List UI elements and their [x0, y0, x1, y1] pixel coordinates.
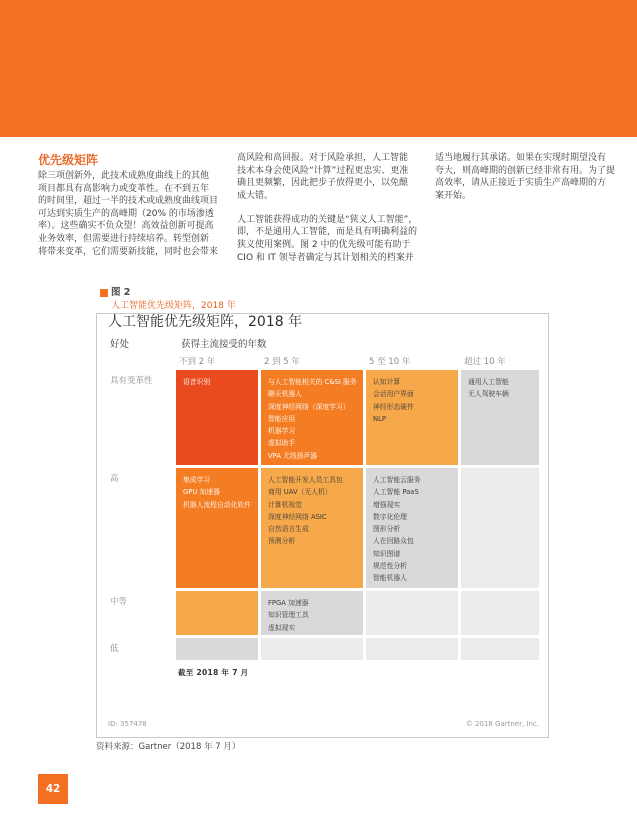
column-body — [237, 152, 417, 264]
text-line: 项目都具有高影响力或变革性。在不到五年 — [38, 183, 210, 194]
article-column-2 — [237, 152, 417, 264]
matrix-item: 机器学习 — [268, 427, 296, 436]
figure-label: 图 2 — [111, 287, 131, 298]
matrix-cell — [366, 591, 458, 635]
figure-label-marker — [100, 289, 108, 297]
page-number-badge — [38, 774, 68, 804]
matrix-cell — [366, 370, 458, 465]
matrix-item: 知识图谱 — [373, 549, 401, 558]
copyright-notice: © 2018 Gartner, Inc. — [465, 720, 539, 728]
matrix-cell — [176, 591, 258, 635]
matrix-cell — [261, 468, 363, 588]
text-line: 除三项创新外，此技术成熟度曲线上的其他 — [38, 171, 210, 181]
matrix-cell — [261, 370, 363, 465]
matrix-item: 知识管理工具 — [268, 611, 309, 620]
article-column-3 — [435, 152, 615, 202]
matrix-item: 智能应用 — [268, 414, 296, 423]
row-label: 中等 — [110, 597, 128, 607]
source-note: 资料来源：Gartner（2018 年 7 月） — [96, 742, 241, 752]
matrix-cell — [461, 591, 539, 635]
column-header: 不到 2 年 — [179, 357, 216, 367]
page-number: 42 — [45, 783, 61, 795]
matrix-item: 商用 UAV（无人机） — [268, 488, 332, 497]
text-line: CIO 和 IT 领导者确定与其计划相关的档案并 — [237, 252, 414, 263]
priority-matrix — [109, 370, 539, 660]
section-heading: 优先级矩阵 — [38, 153, 99, 167]
matrix-item: 神经形态硬件 — [373, 402, 414, 411]
article-column-1 — [38, 153, 218, 258]
text-line: 将带来变革，它们需要新技能，同时也会带来 — [38, 246, 219, 257]
matrix-item: 深度神经网络 ASIC — [268, 512, 327, 521]
text-line: 夸大，则高峰期的创新已经非常有用。为了提 — [435, 165, 616, 176]
column-header: 超过 10 年 — [464, 357, 506, 367]
column-header: 2 到 5 年 — [264, 357, 300, 367]
matrix-item: 数字化伦理 — [373, 512, 407, 521]
matrix-item: 虚拟现实 — [268, 623, 296, 632]
text-line: 率）。这些确实不负众望！高效益创新可提高 — [38, 221, 214, 232]
text-line: 可达到实质生产的高峰期（20% 的市场渗透 — [38, 208, 214, 219]
years-axis-header: 获得主流接受的年数 — [181, 339, 267, 350]
text-line: 成大错。 — [237, 190, 274, 201]
matrix-item: GPU 加速器 — [183, 488, 220, 497]
matrix-item: 增强现实 — [373, 500, 401, 509]
matrix-item: 规范性分析 — [373, 562, 407, 571]
figure-title: 人工智能优先级矩阵，2018 年 — [108, 314, 303, 330]
matrix-cell — [461, 468, 539, 588]
text-line: 即，不是通用人工智能，而是具有明确利益的 — [237, 227, 418, 238]
matrix-item: 与人工智能相关的 C&SI 服务 — [268, 378, 357, 386]
matrix-item: 计算机视觉 — [268, 500, 302, 509]
text-line: 高效率，请从正接近于实质生产高峰期的方 — [435, 178, 607, 189]
text-line: 高风险和高回报。对于风险承担，人工智能 — [237, 153, 409, 163]
text-line: 案开始。 — [435, 190, 472, 201]
matrix-item: 自然语言生成 — [268, 525, 309, 534]
matrix-cell — [176, 468, 258, 588]
column-body — [435, 152, 615, 202]
matrix-item: 人在回路众包 — [373, 537, 414, 546]
matrix-item: 语音识别 — [183, 378, 211, 386]
matrix-item: FPGA 加速器 — [268, 599, 309, 607]
matrix-item: 图形分析 — [373, 525, 401, 534]
matrix-axis-headers — [109, 339, 539, 351]
matrix-item: 预测分析 — [268, 537, 296, 546]
paragraph — [435, 152, 615, 202]
matrix-item: 深度神经网络（深度学习） — [268, 402, 350, 411]
matrix-cell — [366, 638, 458, 660]
row-label: 具有变革性 — [110, 376, 153, 386]
paragraph — [38, 170, 218, 258]
figure-caption: 人工智能优先级矩阵，2018 年 — [111, 301, 236, 311]
text-line: 确且更频繁，因此把步子放得更小，以免酿 — [237, 178, 409, 189]
text-line: 的时间里，超过一半的技术或成熟度曲线项目 — [38, 196, 219, 207]
matrix-item: 无人驾驶车辆 — [468, 390, 509, 399]
matrix-item: 人工智能 PaaS — [373, 488, 419, 497]
text-line: 业务效率，但需要进行持续培养。转型创新 — [38, 233, 210, 244]
figure-id: ID: 357478 — [108, 720, 147, 728]
row-label: 低 — [110, 644, 119, 654]
benefit-axis-header: 好处 — [110, 339, 130, 350]
matrix-item: 智能机器人 — [373, 574, 407, 583]
matrix-item: 人工智能云服务 — [373, 476, 421, 484]
matrix-item: 集成学习 — [183, 476, 211, 484]
paragraph — [237, 214, 417, 264]
matrix-cell — [366, 468, 458, 588]
column-header: 5 至 10 年 — [369, 357, 411, 367]
paragraph — [237, 152, 417, 202]
text-line: 人工智能获得成功的关键是“狭义人工智能”， — [237, 214, 418, 225]
matrix-item: 聊天机器人 — [268, 390, 302, 399]
matrix-item: 通用人工智能 — [468, 378, 509, 386]
matrix-cell — [176, 638, 258, 660]
text-line: 适当地履行其承诺。如果在实现时期望没有 — [435, 153, 607, 163]
matrix-item: VPA 无线扬声器 — [268, 451, 318, 460]
top-banner — [0, 0, 637, 137]
text-line: 技术本身会使风险“计算”过程更忠实、更准 — [237, 165, 409, 176]
matrix-item: 虚拟助手 — [268, 439, 296, 448]
matrix-cell — [461, 370, 539, 465]
matrix-item: 人工智能开发人员工具包 — [268, 476, 343, 484]
figure-box — [96, 313, 549, 738]
row-label: 高 — [110, 474, 119, 484]
matrix-item: 会话用户界面 — [373, 390, 414, 399]
matrix-cell — [261, 638, 363, 660]
matrix-item: 认知计算 — [373, 378, 401, 386]
text-line: 狭义使用案例。图 2 中的优先级可能有助于 — [237, 239, 411, 250]
matrix-cell — [176, 370, 258, 465]
matrix-cell — [461, 638, 539, 660]
as-of-date: 截至 2018 年 7 月 — [178, 668, 249, 677]
matrix-item: 机器人流程自动化软件 — [183, 500, 251, 509]
column-headers — [176, 356, 539, 368]
matrix-item: NLP — [373, 414, 386, 423]
matrix-cell — [261, 591, 363, 635]
column-body — [38, 170, 218, 258]
